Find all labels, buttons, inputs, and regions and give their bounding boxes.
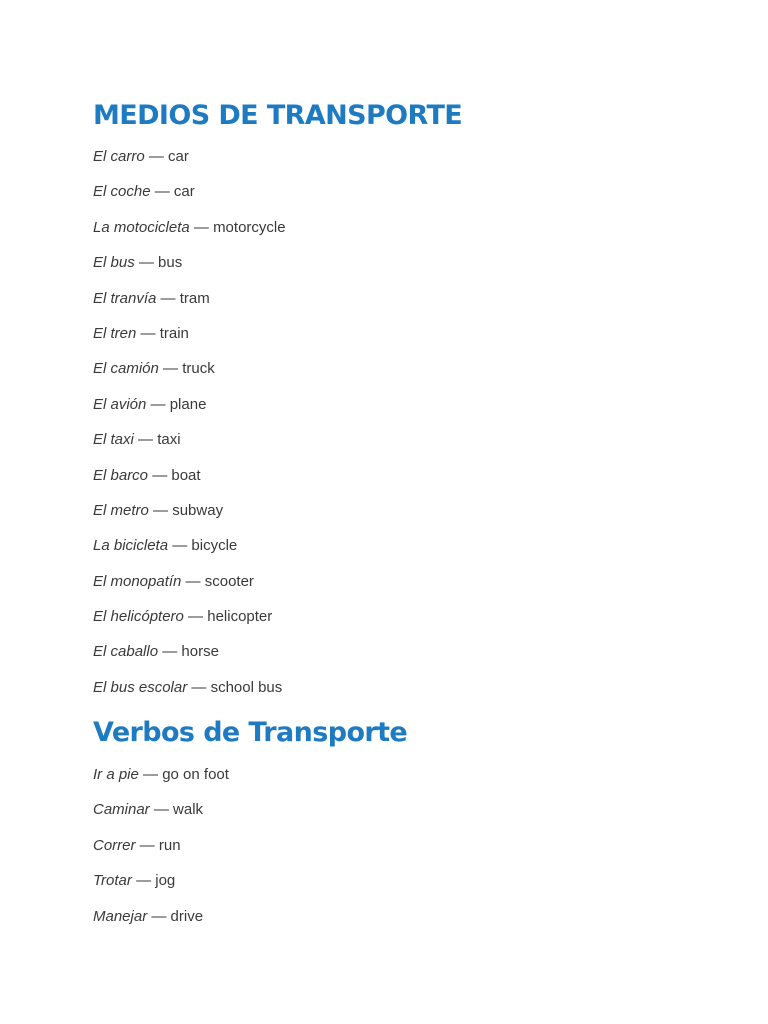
- spanish-term: El metro: [93, 501, 149, 519]
- spanish-term: El carro: [93, 148, 145, 165]
- separator: —: [138, 766, 163, 783]
- english-term: plane: [169, 395, 207, 413]
- english-term: scooter: [204, 572, 254, 590]
- spanish-term: Manejar: [93, 907, 148, 925]
- separator: —: [181, 572, 205, 590]
- vocab-item: [93, 571, 286, 606]
- vocab-item: [93, 429, 286, 464]
- vocab-item: [93, 641, 286, 676]
- separator: —: [149, 801, 174, 819]
- english-term: helicopter: [207, 608, 273, 626]
- spanish-term: El avión: [93, 395, 147, 413]
- english-term: go on foot: [162, 766, 229, 783]
- english-term: truck: [182, 360, 215, 378]
- spanish-term: El taxi: [93, 431, 134, 449]
- spanish-term: El camión: [93, 360, 159, 378]
- separator: —: [131, 872, 156, 890]
- vocab-item: [93, 799, 229, 834]
- spanish-term: El monopatín: [93, 572, 182, 590]
- separator: —: [148, 466, 172, 484]
- vocab-list-verbs: [93, 764, 229, 941]
- english-term: tram: [179, 289, 210, 307]
- separator: —: [133, 431, 158, 449]
- separator: —: [156, 289, 180, 307]
- spanish-term: Caminar: [93, 801, 150, 819]
- spanish-term: El bus escolar: [93, 678, 188, 696]
- separator: —: [183, 608, 208, 626]
- vocab-item: [93, 500, 286, 535]
- spanish-term: El coche: [93, 183, 151, 201]
- english-term: car: [173, 183, 195, 201]
- separator: —: [189, 218, 214, 236]
- spanish-term: El barco: [93, 466, 149, 484]
- spanish-term: Trotar: [93, 872, 132, 890]
- separator: —: [144, 148, 169, 165]
- spanish-term: El bus: [93, 254, 135, 272]
- english-term: taxi: [157, 431, 181, 449]
- section-heading-transport: MEDIOS DE TRANSPORTE: [93, 100, 463, 131]
- vocab-list-transport: [93, 146, 286, 712]
- vocab-item: [93, 146, 286, 181]
- english-term: run: [158, 836, 181, 854]
- spanish-term: El helicóptero: [93, 608, 184, 626]
- english-term: train: [159, 324, 189, 342]
- spanish-term: Correr: [93, 836, 136, 854]
- english-term: subway: [172, 501, 224, 519]
- vocab-item: [93, 288, 286, 323]
- vocab-item: [93, 252, 286, 287]
- vocab-item: [93, 535, 286, 570]
- english-term: boat: [171, 466, 201, 484]
- spanish-term: El caballo: [93, 643, 159, 661]
- section-heading-verbs: Verbos de Transporte: [93, 717, 408, 748]
- english-term: school bus: [210, 678, 283, 696]
- separator: —: [134, 254, 159, 272]
- spanish-term: La motocicleta: [93, 218, 190, 236]
- english-term: jog: [155, 872, 176, 890]
- spanish-term: El tranvía: [93, 289, 157, 307]
- english-term: walk: [173, 801, 204, 819]
- vocab-item: [93, 606, 286, 641]
- vocab-item: [93, 677, 286, 712]
- vocab-item: [93, 835, 229, 870]
- spanish-term: La bicicleta: [93, 537, 169, 555]
- separator: —: [187, 678, 211, 696]
- vocab-item: [93, 323, 286, 358]
- vocab-item: [93, 358, 286, 393]
- separator: —: [148, 501, 173, 519]
- vocab-item: [93, 465, 286, 500]
- spanish-term: Ir a pie: [93, 766, 139, 783]
- english-term: horse: [181, 643, 219, 661]
- separator: —: [135, 836, 159, 854]
- separator: —: [147, 907, 171, 925]
- english-term: bus: [158, 254, 183, 272]
- separator: —: [150, 183, 174, 201]
- spanish-term: El tren: [93, 324, 137, 342]
- separator: —: [168, 537, 192, 555]
- vocab-item: [93, 394, 286, 429]
- separator: —: [158, 360, 183, 378]
- vocab-item: [93, 217, 286, 252]
- english-term: car: [168, 148, 189, 165]
- vocab-item: [93, 906, 229, 941]
- english-term: bicycle: [191, 537, 238, 555]
- separator: —: [146, 395, 170, 413]
- english-term: drive: [170, 907, 204, 925]
- separator: —: [136, 324, 160, 342]
- vocab-item: [93, 870, 229, 905]
- vocab-item: [93, 764, 229, 799]
- english-term: motorcycle: [213, 218, 286, 236]
- separator: —: [158, 643, 182, 661]
- vocab-item: [93, 181, 286, 216]
